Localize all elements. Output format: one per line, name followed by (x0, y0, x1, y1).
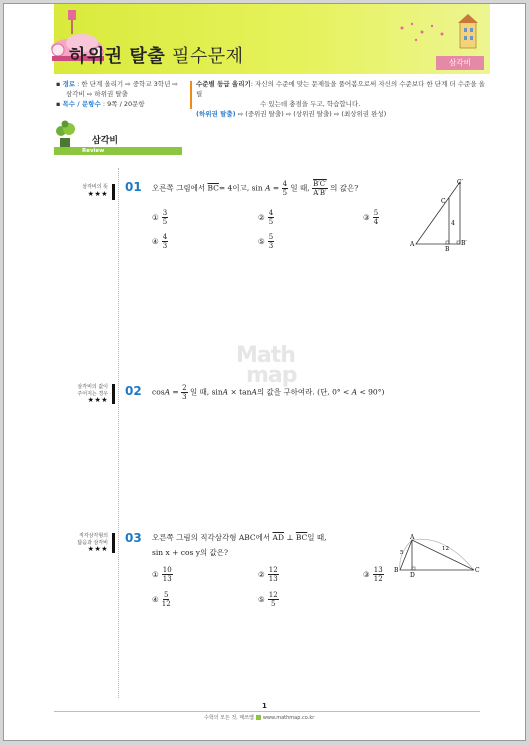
footer-slogan: 수학의 모든 것, 매쓰맵 (204, 715, 254, 721)
q2-t4: × tan (230, 387, 252, 397)
q1-stem (152, 180, 358, 197)
q1-option-1[interactable]: ① $\frac{3}{5}$ (152, 209, 168, 226)
route-text-2: 삼각비 ⇨ 하위권 탈출 (66, 90, 128, 98)
q1-bc: $\overline{BC}$ (207, 183, 219, 193)
q2-t6: < 90°) (359, 387, 385, 397)
q3-fig-c: C (475, 567, 480, 574)
section-band (54, 147, 182, 155)
question-guide-line (118, 168, 119, 698)
q3-topic-1: 직각삼각형의 (79, 533, 108, 539)
q1-fig-c2: C′ (457, 179, 463, 186)
q3-option-4[interactable]: ④ $\frac{5}{12}$ (152, 591, 171, 608)
footer-square-icon (256, 715, 261, 720)
q3-fig-5: 5 (400, 550, 404, 556)
level-key: 수준별 등급 올리기 (196, 80, 251, 88)
q2-topic (56, 384, 108, 404)
q3-option-2[interactable]: ② $\frac{12}{13}$ (258, 566, 278, 583)
q1-fig-c: C (441, 198, 446, 205)
level-text: : 자신의 수준에 맞는 문제들을 풀어봄으로써 자신의 수준보다 한 단계 더 수준을 올릴 (196, 80, 485, 98)
q1-ratio (312, 180, 328, 197)
q3-topic (56, 533, 108, 553)
q1-option-2[interactable]: ② $\frac{4}{5}$ (258, 209, 274, 226)
watermark-line-2: map (246, 363, 297, 388)
q2-topic-1: 삼각비의 값이 (77, 384, 108, 390)
q2-t3: 일 때, sin (189, 387, 223, 397)
q1-option-3[interactable]: ③ $\frac{5}{4}$ (363, 209, 379, 226)
level-info (196, 79, 486, 119)
q2-a3: A (251, 387, 257, 397)
path-rest: ⇨ (중위권 탈출) ⇨ (상위권 탈출) ⇨ (최상위권 완성) (237, 110, 387, 118)
q1-frac (282, 180, 288, 197)
q3-bc: $\overline{BC}$ (295, 533, 308, 542)
path-start: (하위권 탈출) (196, 110, 236, 118)
q2-stars: ★★★ (87, 396, 108, 404)
q1-topic (56, 184, 108, 197)
q3-stem-1 (152, 532, 326, 544)
q3-t1: 오른쪽 그림의 직각삼각형 ABC에서 (152, 533, 271, 542)
q1-t3: = (272, 183, 280, 193)
footer-site-link[interactable]: www.mathmap.co.kr (262, 715, 315, 721)
q1-topic-label: 삼각비의 뜻 (82, 184, 108, 190)
q3-fig-b: B (394, 567, 399, 574)
q3-perp: ⊥ (286, 533, 294, 542)
q2-a4: A (351, 387, 358, 397)
q1-fig-a: A (410, 241, 415, 248)
q1-fig-4: 4 (451, 220, 455, 227)
footer-rule (54, 711, 480, 712)
route-key: 경로 (62, 80, 76, 88)
info-divider (190, 81, 192, 109)
q2-t5: 의 값을 구하여라. (단, 0° < (256, 387, 350, 397)
q1-t5: 의 값은? (330, 183, 359, 193)
chapter-tag: 삼각비 (436, 56, 484, 70)
title-thin: 필수문제 (172, 46, 244, 67)
q3-t2: 일 때, (307, 533, 327, 542)
q3-marker (112, 533, 115, 553)
q2-marker (112, 384, 115, 404)
q1-marker (112, 184, 115, 200)
worksheet-page (3, 3, 526, 741)
q1-frac-d: 5 (282, 189, 288, 197)
title-bold: 하위권 탈출 (69, 46, 166, 67)
q1-a: A (265, 183, 271, 193)
section-subtitle: Review (82, 148, 105, 154)
q1-number: 01 (125, 180, 142, 194)
q2-frac-n: 2 (182, 384, 187, 392)
q1-t1: 오른쪽 그림에서 (152, 183, 206, 193)
level-text-2: 수 있는데 충점을 두고, 학습합니다. (260, 100, 361, 108)
q2-topic-2: 주어지는 경우 (77, 390, 108, 397)
q3-figure (394, 530, 480, 578)
count-key: 목수 / 문항수 (62, 100, 101, 108)
q2-t2: = (172, 387, 179, 397)
watermark (236, 343, 297, 388)
q1-t4: 일 때, (290, 183, 310, 193)
q1-frac-n: 4 (282, 180, 288, 188)
q3-ad: $\overline{AD}$ (272, 533, 284, 542)
q3-stars: ★★★ (87, 545, 108, 553)
q3-stem-2: sin x + cos y의 값은? (152, 548, 229, 557)
page-number: 1 (262, 702, 267, 710)
q3-option-1[interactable]: ① $\frac{10}{13}$ (152, 566, 172, 583)
route-text: : 한 단계 올리기 ⇨ 중학교 3학년 ⇨ (77, 80, 178, 88)
q2-a: A (164, 387, 170, 397)
q1-fig-b2: B′ (461, 240, 467, 247)
page-title (69, 42, 244, 68)
q2-number: 02 (125, 384, 142, 398)
q3-topic-2: 닮음과 삼각비 (77, 539, 108, 546)
q3-option-5[interactable]: ⑤ $\frac{12}{5}$ (258, 591, 278, 608)
q2-t1: cos (152, 387, 165, 397)
count-text: : 9쪽 / 20문항 (102, 100, 145, 108)
route-info: ▪ 경로 : 한 단계 올리기 ⇨ 중학교 3학년 ⇨ 삼각비 ⇨ 하위권 탈출 ▪ 목수 / 문항수 : 9쪽 / 20문항 (56, 79, 186, 109)
q1-option-5[interactable]: ⑤ $\frac{5}{3}$ (258, 233, 274, 250)
q2-frac-d: 3 (182, 393, 187, 401)
decoration-house (394, 14, 484, 54)
q2-stem (152, 384, 384, 401)
q3-fig-d: D (410, 572, 415, 578)
q3-number: 03 (125, 531, 142, 545)
watermark-line-1: Math (236, 343, 295, 368)
section-title: 삼각비 (92, 136, 119, 146)
footer (204, 714, 314, 721)
q1-ratio-d: A′B′ (313, 189, 327, 197)
q3-fig-a: A (410, 534, 415, 541)
q2-frac (181, 384, 187, 401)
q1-stars: ★★★ (87, 189, 108, 198)
q1-t2: = 4이고, sin (218, 183, 263, 193)
q1-option-4[interactable]: ④ $\frac{4}{3}$ (152, 233, 168, 250)
q2-a2: A (222, 387, 229, 397)
q1-fig-b: B (445, 246, 450, 252)
q3-option-3[interactable]: ③ $\frac{13}{12}$ (363, 566, 383, 583)
q1-figure (406, 176, 476, 252)
plant-icon (52, 120, 78, 150)
q1-ratio-n: B′C′ (313, 180, 327, 188)
q3-fig-12: 12 (442, 546, 449, 552)
